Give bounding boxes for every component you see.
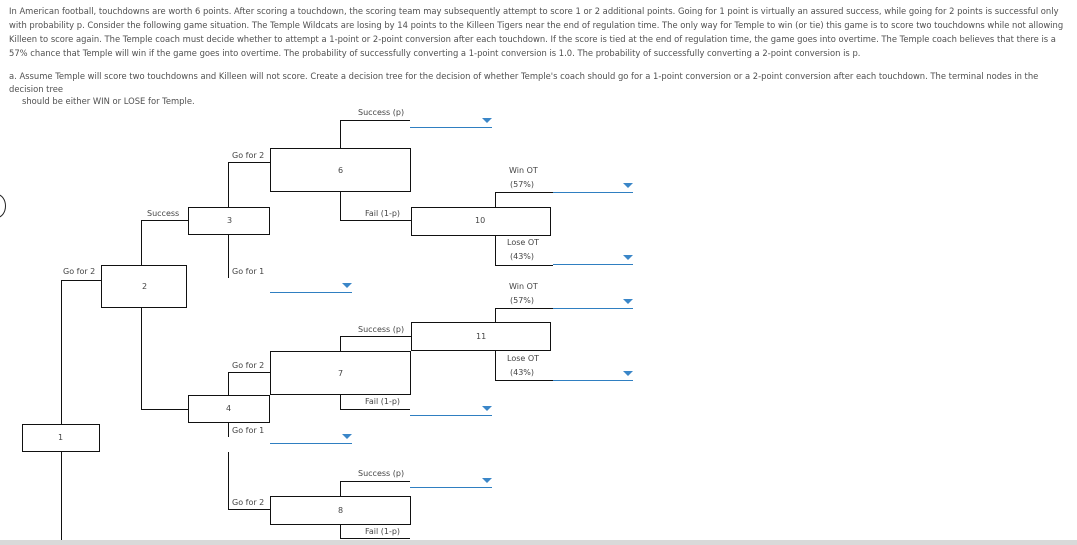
branch-line	[340, 120, 410, 121]
branch-line	[495, 351, 496, 380]
branch-label-go-for-1: Go for 1	[232, 267, 265, 276]
part-a-line-2: should be either WIN or LOSE for Temple.	[22, 96, 195, 106]
branch-line	[141, 220, 142, 265]
branch-line	[141, 409, 188, 410]
branch-label-win-ot: Win OT	[509, 282, 538, 291]
branch-line	[228, 162, 270, 163]
branch-label-success-p: Success (p)	[358, 325, 405, 334]
outcome-dropdown[interactable]	[270, 431, 352, 444]
branch-line	[61, 280, 101, 281]
node-number: 8	[338, 506, 344, 515]
chevron-down-icon	[623, 255, 633, 260]
node-number: 3	[227, 216, 233, 225]
branch-label-lose-pct: (43%)	[510, 252, 535, 261]
branch-line	[61, 280, 62, 424]
branch-line	[495, 380, 553, 381]
outcome-dropdown[interactable]	[553, 180, 633, 193]
branch-label-lose-ot: Lose OT	[507, 354, 540, 363]
branch-label-go-for-2: Go for 2	[63, 267, 96, 276]
node-number: 10	[475, 216, 486, 225]
outcome-dropdown[interactable]	[553, 296, 633, 309]
chevron-down-icon	[482, 406, 492, 411]
chevron-down-icon	[342, 283, 352, 288]
branch-label-lose-pct: (43%)	[510, 368, 535, 377]
node-number: 1	[58, 433, 64, 442]
outcome-dropdown[interactable]	[410, 115, 492, 128]
horizontal-scrollbar[interactable]	[0, 540, 1077, 545]
branch-line	[495, 236, 496, 265]
branch-label-success: Success	[147, 209, 180, 218]
branch-line	[228, 235, 229, 278]
chevron-down-icon	[342, 434, 352, 439]
branch-label-fail: Fail (1-p)	[365, 397, 401, 406]
branch-line	[495, 192, 496, 207]
branch-line	[495, 308, 496, 322]
branch-line	[340, 336, 341, 351]
branch-line	[340, 336, 411, 337]
branch-line	[228, 162, 229, 207]
node-number: 2	[142, 282, 148, 291]
chevron-down-icon	[623, 299, 633, 304]
branch-label-go-for-2: Go for 2	[232, 361, 265, 370]
branch-line	[141, 220, 189, 221]
chevron-down-icon	[623, 371, 633, 376]
branch-line	[495, 265, 553, 266]
outcome-dropdown[interactable]	[553, 252, 633, 265]
branch-line	[340, 192, 341, 220]
branch-label-lose-ot: Lose OT	[507, 238, 540, 247]
branch-label-success-p: Success (p)	[358, 108, 405, 117]
chevron-down-icon	[623, 183, 633, 188]
outcome-dropdown[interactable]	[410, 475, 492, 488]
node-number: 7	[338, 369, 344, 378]
branch-line	[228, 452, 229, 509]
chevron-down-icon	[482, 118, 492, 123]
part-a-line-1: a. Assume Temple will score two touchdowns and Killeen will not score. Create a decision tree for the decision of whether Temple's coach should go for a 1-point conversion or a 2-point conversion after each touchdown. The terminal nodes in the decision tree	[9, 71, 1039, 94]
branch-line	[340, 525, 341, 538]
branch-line	[340, 481, 410, 482]
branch-line	[228, 509, 270, 510]
branch-label-fail: Fail (1-p)	[365, 209, 401, 218]
branch-line	[141, 308, 142, 409]
branch-line	[495, 308, 553, 309]
branch-label-win-pct: (57%)	[510, 180, 535, 189]
branch-label-go-for-1: Go for 1	[232, 426, 265, 435]
outcome-dropdown[interactable]	[553, 368, 633, 381]
branch-line	[61, 452, 62, 542]
branch-line	[228, 423, 229, 437]
branch-line	[340, 409, 410, 410]
branch-label-success-p: Success (p)	[358, 469, 405, 478]
node-number: 11	[476, 332, 487, 341]
outcome-dropdown[interactable]	[410, 403, 492, 416]
branch-line	[340, 481, 341, 496]
node-number: 4	[226, 404, 232, 413]
branch-line	[340, 220, 411, 221]
branch-line	[340, 538, 410, 539]
branch-label-go-for-2: Go for 2	[232, 498, 265, 507]
node-number: 6	[338, 166, 344, 175]
branch-line	[340, 395, 341, 409]
branch-line	[228, 372, 270, 373]
branch-label-go-for-2: Go for 2	[232, 151, 265, 160]
branch-label-fail: Fail (1-p)	[365, 527, 401, 536]
branch-line	[495, 192, 553, 193]
outcome-dropdown[interactable]	[270, 280, 352, 293]
chevron-down-icon	[482, 478, 492, 483]
problem-statement: In American football, touchdowns are worth 6 points. After scoring a touchdown, the scoring team may subsequently attempt to score 1 or 2 additional points. Going for 1 point is virtually an assured success, while going for 2 points is successful only with probability p. Consider the following game situation. The Temple Wildcats are losing by 14 points to the Killeen Tigers near the end of regulation time. The only way for Temple to win (or tie) this game is to score two touchdowns while not allowing Killeen to score again. The Temple coach must decide whether to attempt a 1-point or 2-point conversion after each touchdown. If the score is tied at the end of regulation time, the game goes into overtime. The Temple coach believes that there is a 57% chance that Temple will win if the game goes into overtime. The probability of successfully converting a 1-point conversion is 1.0. The probability of successfully converting a 2-point conversion is p.	[9, 6, 1064, 58]
branch-line	[228, 372, 229, 395]
branch-line	[340, 120, 341, 148]
branch-label-win-ot: Win OT	[509, 166, 538, 175]
branch-label-win-pct: (57%)	[510, 296, 535, 305]
